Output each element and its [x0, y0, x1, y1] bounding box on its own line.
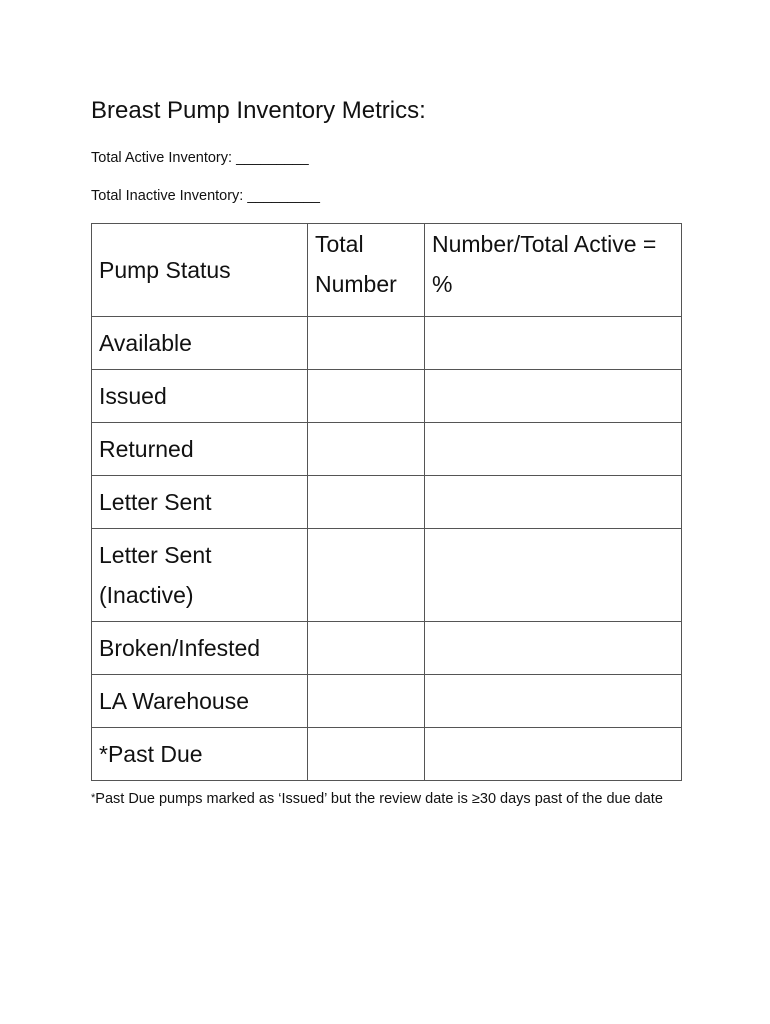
row-total-cell	[308, 476, 425, 529]
row-pct-cell	[425, 529, 682, 622]
table-row	[92, 728, 682, 781]
row-pct-cell	[425, 675, 682, 728]
row-pct-cell	[425, 317, 682, 370]
row-status-label: Issued	[92, 370, 308, 423]
row-status-label: LA Warehouse	[92, 675, 308, 728]
row-status-label: Broken/Infested	[92, 622, 308, 675]
row-status-label: Letter Sent (Inactive)	[92, 529, 308, 622]
row-pct-cell	[425, 476, 682, 529]
total-active-inventory: Total Active Inventory: _________	[91, 150, 309, 166]
row-status-label: *Past Due	[92, 728, 308, 781]
row-status-label: Available	[92, 317, 308, 370]
row-status-label: Returned	[92, 423, 308, 476]
row-pct-cell	[425, 728, 682, 781]
table-row	[92, 529, 682, 622]
table-row	[92, 423, 682, 476]
table-row	[92, 370, 682, 423]
row-total-cell	[308, 423, 425, 476]
table-header-row	[92, 224, 682, 317]
row-total-cell	[308, 728, 425, 781]
footnote-marker: *	[91, 792, 96, 804]
row-status-label: Letter Sent	[92, 476, 308, 529]
table-row	[92, 675, 682, 728]
row-pct-cell	[425, 370, 682, 423]
row-pct-cell	[425, 423, 682, 476]
header-pump-status: Pump Status	[92, 224, 308, 317]
row-total-cell	[308, 675, 425, 728]
row-total-cell	[308, 622, 425, 675]
header-number-total-active-pct: Number/Total Active = %	[425, 224, 682, 317]
past-due-footnote	[91, 786, 691, 812]
row-total-cell	[308, 370, 425, 423]
total-inactive-inventory: Total Inactive Inventory: _________	[91, 188, 320, 204]
header-total-number: Total Number	[308, 224, 425, 317]
table-row	[92, 476, 682, 529]
footnote-text: Past Due pumps marked as ‘Issued’ but the review date is ≥30 days past of the due date	[95, 791, 663, 807]
table-row	[92, 622, 682, 675]
row-total-cell	[308, 529, 425, 622]
row-total-cell	[308, 317, 425, 370]
row-pct-cell	[425, 622, 682, 675]
table-row	[92, 317, 682, 370]
pump-status-table	[91, 223, 682, 781]
page-title: Breast Pump Inventory Metrics:	[91, 97, 426, 124]
